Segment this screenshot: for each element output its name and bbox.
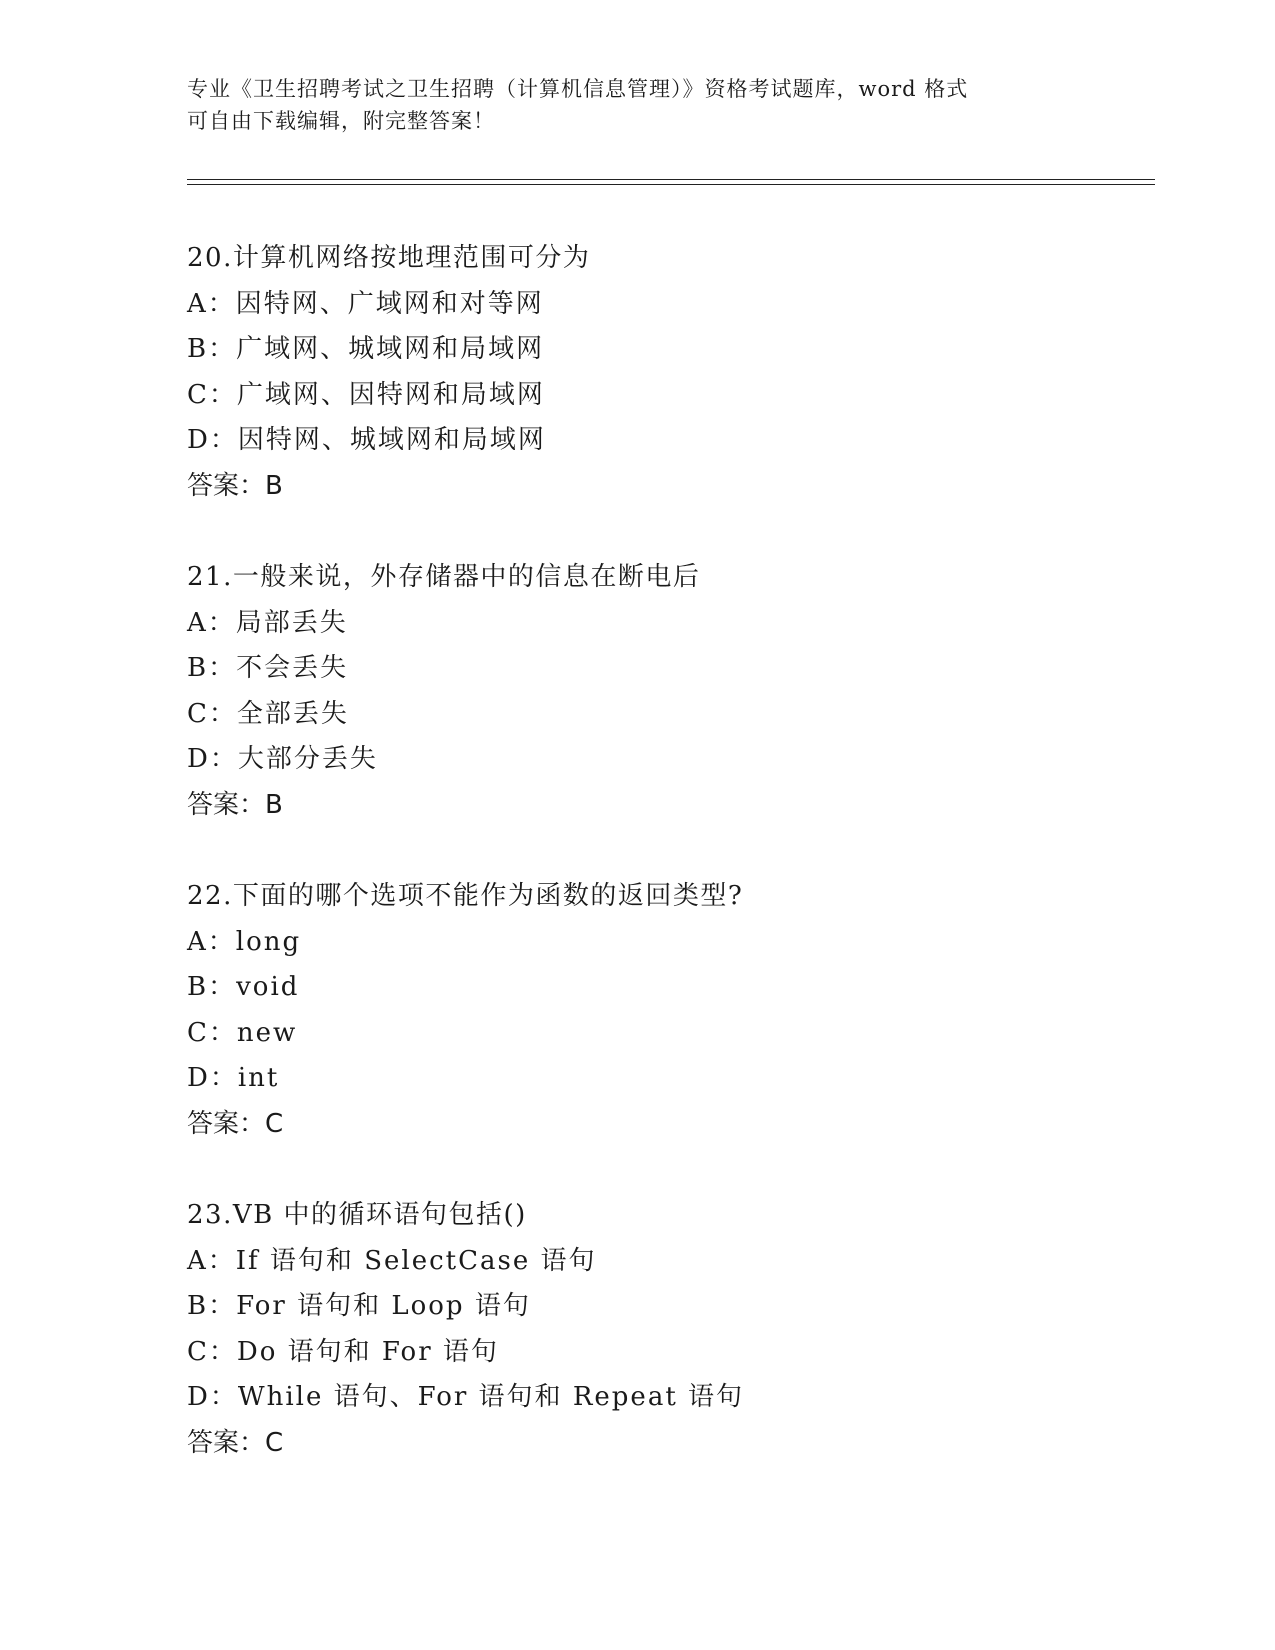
answer: 答案：C	[187, 1427, 284, 1458]
option-c: C：广域网、因特网和局域网	[187, 379, 545, 410]
option-a: A：long	[187, 926, 302, 957]
option-b: B：广域网、城域网和局域网	[187, 334, 545, 365]
option-c: C：Do 语句和 For 语句	[187, 1336, 499, 1367]
question-title: 21.一般来说，外存储器中的信息在断电后	[187, 562, 701, 592]
option-d: D：int	[187, 1063, 280, 1094]
question-22	[187, 874, 1147, 1193]
option-d: D：因特网、城域网和局域网	[187, 425, 546, 456]
option-a: A：If 语句和 SelectCase 语句	[187, 1245, 597, 1276]
answer: 答案：C	[187, 1108, 284, 1139]
question-title: 22.下面的哪个选项不能作为函数的返回类型?	[187, 881, 744, 911]
option-d: D：While 语句、For 语句和 Repeat 语句	[187, 1382, 745, 1413]
question-title: 20.计算机网络按地理范围可分为	[187, 243, 591, 273]
header-divider-top	[187, 179, 1155, 180]
header-line-1: 专业《卫生招聘考试之卫生招聘（计算机信息管理）》资格考试题库，word 格式	[187, 77, 969, 101]
answer: 答案：B	[187, 789, 283, 820]
option-b: B：不会丢失	[187, 653, 349, 684]
option-c: C：new	[187, 1017, 298, 1048]
header-line-2: 可自由下载编辑，附完整答案！	[187, 109, 495, 133]
header-divider-bottom	[187, 184, 1155, 185]
question-title: 23.VB 中的循环语句包括()	[187, 1200, 527, 1230]
question-23	[187, 1193, 1147, 1512]
option-b: B：For 语句和 Loop 语句	[187, 1291, 531, 1322]
option-d: D：大部分丢失	[187, 744, 378, 775]
question-20	[187, 236, 1147, 555]
option-a: A：因特网、广域网和对等网	[187, 288, 544, 319]
answer: 答案：B	[187, 470, 283, 501]
option-c: C：全部丢失	[187, 698, 349, 729]
question-21	[187, 555, 1147, 874]
question-list	[187, 236, 1147, 1512]
option-a: A：局部丢失	[187, 607, 348, 638]
document-header	[187, 73, 1087, 137]
option-b: B：void	[187, 972, 300, 1003]
